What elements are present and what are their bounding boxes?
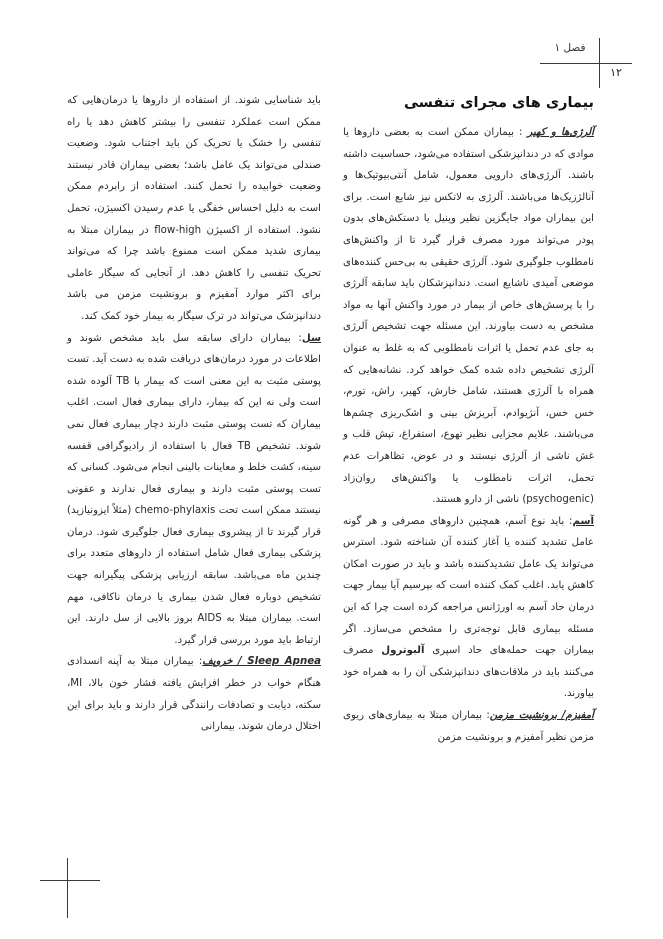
snoring-term: / خروپف [202, 656, 248, 668]
aids-abbr: AIDS [197, 613, 222, 625]
page-number: ۱۲ [610, 66, 622, 79]
flow-high-term: flow-high [154, 224, 202, 236]
allergy-latin-term: (psychogenic) [522, 494, 594, 506]
tb-text-3: فعال با استفاده از رادیوگرافی قفسه سینه، کشت خلط و معاینات بالینی انجام می‌شود. کسانی که تست پوستی مثبت دارند و بیماری فعال ندارند و عفونی نیستند ممکن است تحت [67, 440, 321, 517]
copd-continued-tail: در بیماران مبتلا به بیماری شدید ممکن است ممنوع باشد چرا که می‌تواند تحریک تنفسی را کاهش دهد. از آنجایی که سیگار عاملی برای اکثر موارد آمفیزم و برونشیت مزمن می باشد دندانپزشک می‌تواند در ترک سیگار به بیمار خود کمک کند. [67, 224, 321, 322]
tb-abbr-2: TB [237, 440, 251, 452]
crop-mark-vertical [67, 858, 68, 918]
tb-text-2: آلوده شده است ولی نه این که بیمار، دارای بیماری فعال است. اغلب بیماران که تست پوستی مثبت دارند دچار بیماری فعال نمی شوند. تشخیص [67, 375, 321, 452]
chemoprophylaxis-term: chemo-phylaxis [134, 505, 216, 517]
asthma-term: آسم [572, 515, 594, 527]
left-column [67, 90, 321, 738]
sleep-apnea-paragraph [67, 651, 321, 737]
copd-term: آمفیزم/ برونشیت مزمن [489, 710, 594, 722]
allergy-text: : بیماران ممکن است به بعضی داروها یا موادی که در دندانپزشکی استفاده می‌شود، حساسیت داشته باشند. آلرژی‌های دارویی معمول، شامل آنتی‌بیوتیک‌ها و آنالژزیک‌ها می‌باشند. آلرژی به لاتکس نیز شایع است. برای این بیماران مواد جایگزین نظیر وینیل یا دستکش‌های بدون پودر می‌تواند مورد مصرف قرار گیرد تا از واکنش‌های نامطلوب جلوگیری شود. آلرژی حقیقی به بی‌حس کننده‌های موضعی آمیدی ناشایع است. دندانپزشکان باید سابقه آلرژی را با پرسش‌های خاص از بیمار در مورد واکنش آنها به مواد مشخص به دست بیاورند. این مسئله جهت تشخیص آلرژی به جای عدم تحمل یا اثرات نامطلوبی که به غلط به عنوان آلرژی تشخیص داده شده کمک خواهد کرد. نشانه‌هایی که همراه با آلرژی هستند، شامل خارش، کهیر، راش، تورم، خس خس، آنژیوادم، آبریزش بینی و اشک‌ریزی چشم‌ها می‌باشند. علایم مجزایی نظیر تهوع، استفراغ، تپش قلب و غش ناشی از آلرژی نیستند و در عوض، تظاهرات عدم تحمل، اثرات نامطلوب یا واکنش‌های روان‌زاد [343, 127, 594, 484]
sleep-apnea-tail: ، سکته، دیابت و تصادفات رانندگی قرار دارند و باید برای این اختلال درمان شوند. بیمارانی [67, 678, 321, 733]
tb-paragraph [67, 328, 321, 652]
header-rule [540, 63, 632, 64]
allergy-tail: ناشی از دارو هستند. [432, 494, 523, 506]
section-title: بیماری های مجرای تنفسی [403, 95, 594, 111]
copd-continued-text: باید شناسایی شوند. از استفاده از داروها یا درمان‌هایی که ممکن است عملکرد تنفسی را بیشتر کاهش دهد یا راه تنفسی را خشک یا تحریک کن باید اجتناب شود. وضعیت صندلی می‌تواند یک عامل باشد؛ بعضی بیماران قادر نیستند وضعیت خوابیده را تحمل کنند. استفاده از رابردم ممکن است به دلیل احساس خفگی یا عدم رسیدن اکسیژن، تحمل نشود. استفاده از اکسیژن [67, 95, 321, 236]
copd-paragraph [343, 705, 594, 748]
asthma-drug: آلبوترول [381, 645, 425, 657]
tb-tail: بروز بالایی از سل دارند. این ارتباط باید مورد بررسی قرار گیرد. [67, 613, 321, 646]
tb-text: : بیماران دارای سابقه سل باید مشخص شوند و اطلاعات در مورد درمان‌های دریافت شده به دست آید. تست پوستی مثبت به این معنی است که بیمار با [67, 332, 321, 387]
sleep-apnea-term: Sleep Apnea [247, 656, 321, 668]
allergy-paragraph [343, 122, 594, 511]
crop-mark-horizontal [40, 880, 100, 881]
sleep-apnea-text: : بیماران مبتلا به آپنه انسدادی هنگام خواب در خطر افزایش یافته فشار خون بالا، [67, 656, 321, 690]
tb-abbr: TB [116, 375, 130, 387]
tb-term: سل [301, 332, 321, 344]
right-column [343, 122, 594, 748]
tb-text-4: (مثلاً ایزونیازید) قرار گیرند تا از پیشروی بیماری فعال جلوگیری شود. درمان پزشکی بیماری فعال شامل استفاده از داروهای متعدد برای چندین ماه می‌باشد. سابقه ارزیابی پزشکی پیگیرانه جهت تشخیص دوباره فعال شدن بیماری یا درمان ناکافی، مهم است. بیماران مبتلا به [67, 505, 321, 625]
allergy-term: آلرژی‌ها و کهیر [527, 127, 594, 138]
copd-text: : بیماران مبتلا به بیماری‌های ریوی مزمن نظیر آمفیزم و برونشیت مزمن [343, 710, 594, 743]
asthma-text: : باید نوع آسم، همچنین داروهای مصرفی و هر گونه عامل تشدید کننده یا آغاز کننده آن شناخته شود. استرس می‌تواند یک عامل تشدیدکننده باشد و باید در صورت امکان کاهش یابد. اغلب کمک کننده است که بپرسیم آیا بیمار جهت درمان حاد آسم به اورژانس مراجعه کرده است چرا که این مسئله بیماری قابل توجه‌تری را مشخص می‌سازد. اگر بیماران جهت حمله‌های حاد اسپری [343, 515, 594, 657]
copd-continued-paragraph [67, 90, 321, 328]
chapter-label: فصل ۱ [554, 42, 586, 54]
asthma-paragraph [343, 511, 594, 705]
mi-abbr: MI [70, 678, 83, 690]
asthma-tail: مصرف می‌کنند باید در ملاقات‌های دندانپزشکی آن را به همراه خود بیاورند. [343, 645, 594, 700]
